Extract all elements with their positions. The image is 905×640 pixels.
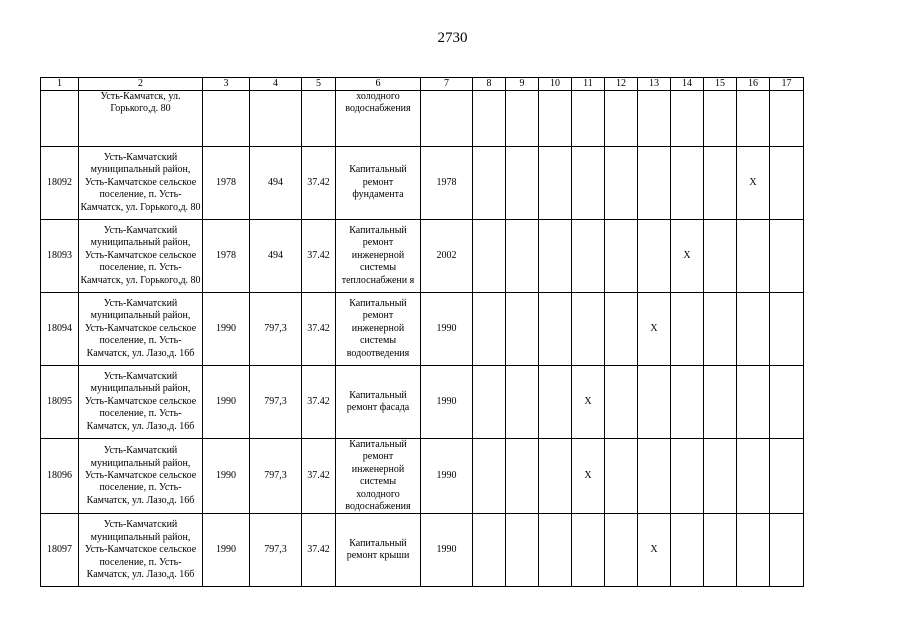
column-header: 10 xyxy=(539,78,572,91)
cell-last-repair: 1990 xyxy=(421,366,473,439)
cell-rate: 37.42 xyxy=(302,366,336,439)
cell-empty xyxy=(770,91,804,147)
cell-mark-13 xyxy=(638,439,671,514)
column-header: 1 xyxy=(41,78,79,91)
cell-area: 494 xyxy=(250,147,302,220)
cell-mark-16 xyxy=(737,439,770,514)
cell-mark-13 xyxy=(638,220,671,293)
cell-address: Усть-Камчатский муниципальный район, Усть-Камчатское сельское поселение, п. Усть-Камчатск, ул. Лазо,д. 16б xyxy=(79,514,203,587)
cell-mark-9 xyxy=(506,514,539,587)
cell-mark-14 xyxy=(671,366,704,439)
cell-address: Усть-Камчатский муниципальный район, Усть-Камчатское сельское поселение, п. Усть-Камчатск, ул. Лазо,д. 16б xyxy=(79,366,203,439)
table-row xyxy=(41,366,804,439)
cell-empty xyxy=(539,91,572,147)
cell-mark-17 xyxy=(770,293,804,366)
column-header: 12 xyxy=(605,78,638,91)
cell-mark-15 xyxy=(704,147,737,220)
cell-mark-16: X xyxy=(737,147,770,220)
cell-work-type: Капитальный ремонт фасада xyxy=(336,366,421,439)
table-row xyxy=(41,220,804,293)
continuation-row xyxy=(41,91,804,147)
column-header: 17 xyxy=(770,78,804,91)
cell-address: Усть-Камчатский муниципальный район, Усть-Камчатское сельское поселение, п. Усть-Камчатск, ул. Горького,д. 80 xyxy=(79,220,203,293)
cell-mark-15 xyxy=(704,293,737,366)
table-row xyxy=(41,514,804,587)
column-header: 6 xyxy=(336,78,421,91)
cell-mark-14 xyxy=(671,147,704,220)
cell-mark-15 xyxy=(704,220,737,293)
cell-work-type: Капитальный ремонт фундамента xyxy=(336,147,421,220)
cell-mark-14 xyxy=(671,293,704,366)
cell-mark-9 xyxy=(506,147,539,220)
cell-mark-9 xyxy=(506,220,539,293)
table-header xyxy=(41,78,804,91)
cell-mark-16 xyxy=(737,366,770,439)
cell-work-type: холодного водоснабжения xyxy=(336,91,421,147)
cell-area: 494 xyxy=(250,220,302,293)
cell-area: 797,3 xyxy=(250,293,302,366)
cell-work-type: Капитальный ремонт крыши xyxy=(336,514,421,587)
cell-mark-9 xyxy=(506,366,539,439)
cell-mark-8 xyxy=(473,293,506,366)
table-row xyxy=(41,439,804,514)
cell-year-built: 1990 xyxy=(203,439,250,514)
repair-schedule-table xyxy=(40,77,804,587)
cell-empty xyxy=(506,91,539,147)
cell-mark-8 xyxy=(473,220,506,293)
cell-empty xyxy=(473,91,506,147)
column-header: 7 xyxy=(421,78,473,91)
column-header: 16 xyxy=(737,78,770,91)
cell-rate: 37.42 xyxy=(302,439,336,514)
cell-mark-15 xyxy=(704,439,737,514)
cell-mark-13 xyxy=(638,366,671,439)
cell-mark-8 xyxy=(473,147,506,220)
cell-mark-8 xyxy=(473,439,506,514)
column-header: 5 xyxy=(302,78,336,91)
cell-empty xyxy=(421,91,473,147)
column-header: 15 xyxy=(704,78,737,91)
cell-mark-10 xyxy=(539,293,572,366)
cell-mark-15 xyxy=(704,514,737,587)
cell-mark-13 xyxy=(638,147,671,220)
column-header: 9 xyxy=(506,78,539,91)
cell-mark-12 xyxy=(605,220,638,293)
cell-empty xyxy=(605,91,638,147)
cell-rate: 37.42 xyxy=(302,220,336,293)
column-header: 8 xyxy=(473,78,506,91)
cell-mark-9 xyxy=(506,293,539,366)
cell-last-repair: 1990 xyxy=(421,514,473,587)
cell-mark-8 xyxy=(473,514,506,587)
cell-empty xyxy=(250,91,302,147)
cell-mark-16 xyxy=(737,514,770,587)
column-number-row xyxy=(41,78,804,91)
cell-mark-10 xyxy=(539,514,572,587)
cell-mark-12 xyxy=(605,439,638,514)
cell-mark-9 xyxy=(506,439,539,514)
cell-mark-16 xyxy=(737,220,770,293)
cell-mark-12 xyxy=(605,147,638,220)
cell-mark-17 xyxy=(770,366,804,439)
cell-address: Усть-Камчатский муниципальный район, Усть-Камчатское сельское поселение, п. Усть-Камчатск, ул. Лазо,д. 16б xyxy=(79,439,203,514)
cell-mark-17 xyxy=(770,147,804,220)
table-row xyxy=(41,147,804,220)
cell-empty xyxy=(671,91,704,147)
cell-work-type: Капитальный ремонт инженерной системы холодного водоснабжения xyxy=(336,439,421,514)
cell-work-type: Капитальный ремонт инженерной системы водоотведения xyxy=(336,293,421,366)
cell-mark-17 xyxy=(770,439,804,514)
cell-address: Усть-Камчатский муниципальный район, Усть-Камчатское сельское поселение, п. Усть-Камчатск, ул. Лазо,д. 16б xyxy=(79,293,203,366)
cell-work-type: Капитальный ремонт инженерной системы теплоснабжени я xyxy=(336,220,421,293)
cell-mark-13: X xyxy=(638,514,671,587)
cell-address: Усть-Камчатск, ул. Горького,д. 80 xyxy=(79,91,203,147)
cell-year-built: 1990 xyxy=(203,293,250,366)
cell-mark-11 xyxy=(572,293,605,366)
cell-mark-11 xyxy=(572,514,605,587)
column-header: 2 xyxy=(79,78,203,91)
page-number: 2730 xyxy=(437,30,468,46)
cell-mark-12 xyxy=(605,366,638,439)
cell-mark-11 xyxy=(572,220,605,293)
cell-last-repair: 1990 xyxy=(421,439,473,514)
cell-mark-16 xyxy=(737,293,770,366)
cell-mark-14: X xyxy=(671,220,704,293)
table-body xyxy=(41,91,804,587)
cell-mark-13: X xyxy=(638,293,671,366)
cell-mark-10 xyxy=(539,366,572,439)
cell-empty xyxy=(572,91,605,147)
cell-id: 18095 xyxy=(41,366,79,439)
cell-empty xyxy=(203,91,250,147)
column-header: 4 xyxy=(250,78,302,91)
cell-last-repair: 2002 xyxy=(421,220,473,293)
cell-last-repair: 1978 xyxy=(421,147,473,220)
cell-year-built: 1990 xyxy=(203,366,250,439)
cell-mark-10 xyxy=(539,147,572,220)
cell-id: 18093 xyxy=(41,220,79,293)
cell-mark-10 xyxy=(539,220,572,293)
column-header: 11 xyxy=(572,78,605,91)
column-header: 13 xyxy=(638,78,671,91)
cell-area: 797,3 xyxy=(250,514,302,587)
column-header: 14 xyxy=(671,78,704,91)
cell-id: 18097 xyxy=(41,514,79,587)
cell-mark-11: X xyxy=(572,366,605,439)
cell-empty xyxy=(302,91,336,147)
cell-mark-10 xyxy=(539,439,572,514)
cell-address: Усть-Камчатский муниципальный район, Усть-Камчатское сельское поселение, п. Усть-Камчатск, ул. Горького,д. 80 xyxy=(79,147,203,220)
cell-id xyxy=(41,91,79,147)
cell-mark-11: X xyxy=(572,439,605,514)
cell-rate: 37.42 xyxy=(302,147,336,220)
cell-mark-12 xyxy=(605,293,638,366)
cell-rate: 37.42 xyxy=(302,514,336,587)
cell-empty xyxy=(638,91,671,147)
cell-year-built: 1978 xyxy=(203,147,250,220)
cell-mark-17 xyxy=(770,514,804,587)
cell-mark-17 xyxy=(770,220,804,293)
cell-mark-14 xyxy=(671,514,704,587)
table-row xyxy=(41,293,804,366)
cell-id: 18092 xyxy=(41,147,79,220)
column-header: 3 xyxy=(203,78,250,91)
cell-year-built: 1978 xyxy=(203,220,250,293)
cell-mark-14 xyxy=(671,439,704,514)
cell-mark-12 xyxy=(605,514,638,587)
cell-mark-8 xyxy=(473,366,506,439)
cell-year-built: 1990 xyxy=(203,514,250,587)
cell-area: 797,3 xyxy=(250,366,302,439)
cell-empty xyxy=(704,91,737,147)
cell-empty xyxy=(737,91,770,147)
cell-area: 797,3 xyxy=(250,439,302,514)
cell-last-repair: 1990 xyxy=(421,293,473,366)
cell-id: 18096 xyxy=(41,439,79,514)
cell-rate: 37.42 xyxy=(302,293,336,366)
cell-mark-15 xyxy=(704,366,737,439)
cell-id: 18094 xyxy=(41,293,79,366)
cell-mark-11 xyxy=(572,147,605,220)
